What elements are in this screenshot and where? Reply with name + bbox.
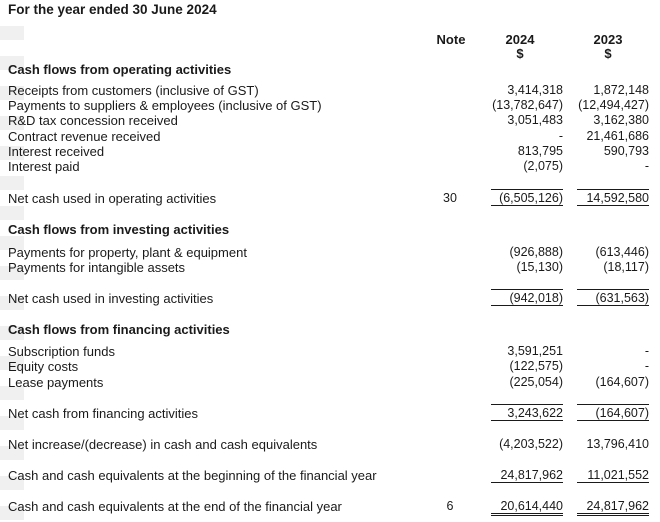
operating-row-2024: 3,051,483: [507, 113, 563, 127]
currency-2024-header: $: [516, 46, 524, 61]
year-2024-header: 2024: [505, 32, 535, 47]
operating-row-2024: (13,782,647): [492, 98, 563, 112]
closing-cash-2023: 24,817,962: [577, 499, 649, 516]
financing-row-2023: -: [644, 359, 649, 373]
operating-row-2024: (2,075): [523, 159, 563, 173]
net-change-label: Net increase/(decrease) in cash and cash equivalents: [8, 437, 318, 452]
operating-row-label: R&D tax concession received: [8, 113, 178, 128]
financing-row-2024: 3,591,251: [507, 344, 563, 358]
operating-row-2024: -: [558, 129, 563, 143]
operating-row-label: Interest paid: [8, 159, 80, 174]
operating-row-2024: 813,795: [517, 144, 563, 158]
operating-section-heading: Cash flows from operating activities: [8, 62, 232, 77]
financing-row-label: Equity costs: [8, 359, 79, 374]
financing-row-2023: (164,607): [595, 375, 649, 389]
financing-row-2024: (122,575): [509, 359, 563, 373]
closing-cash-2024: 20,614,440: [491, 499, 563, 516]
opening-cash-label: Cash and cash equivalents at the beginning of the financial year: [8, 468, 377, 483]
financing-row-2024: (225,054): [509, 375, 563, 389]
operating-row-label: Payments to suppliers & employees (inclusive of GST): [8, 98, 322, 113]
financing-row-label: Subscription funds: [8, 344, 115, 359]
financing-section-heading: Cash flows from financing activities: [8, 322, 230, 337]
operating-row-2023: 21,461,686: [586, 129, 649, 143]
investing-total-label: Net cash used in investing activities: [8, 291, 214, 306]
operating-total-2023: 14,592,580: [577, 189, 649, 206]
operating-row-2023: (12,494,427): [578, 98, 649, 112]
operating-row-2023: -: [644, 159, 649, 173]
financing-row-2023: -: [644, 344, 649, 358]
operating-row-2023: 3,162,380: [593, 113, 649, 127]
financing-row-label: Lease payments: [8, 375, 104, 390]
investing-total-2023: (631,563): [577, 289, 649, 306]
investing-row-2023: (18,117): [603, 260, 649, 274]
note-column-header: Note: [436, 32, 466, 47]
opening-cash-2024: 24,817,962: [491, 468, 563, 483]
closing-cash-note: 6: [446, 499, 454, 513]
net-change-2023: 13,796,410: [586, 437, 649, 451]
closing-cash-label: Cash and cash equivalents at the end of the financial year: [8, 499, 342, 514]
operating-total-2024: (6,505,126): [491, 189, 563, 206]
year-2023-header: 2023: [593, 32, 623, 47]
statement-period-title: For the year ended 30 June 2024: [8, 2, 217, 17]
operating-total-label: Net cash used in operating activities: [8, 191, 217, 206]
operating-total-note: 30: [443, 191, 457, 205]
investing-row-label: Payments for intangible assets: [8, 260, 186, 275]
operating-row-label: Contract revenue received: [8, 129, 161, 144]
operating-row-2023: 1,872,148: [593, 83, 649, 97]
financing-total-2024: 3,243,622: [491, 404, 563, 421]
investing-total-2024: (942,018): [491, 289, 563, 306]
opening-cash-2023: 11,021,552: [577, 468, 649, 483]
investing-section-heading: Cash flows from investing activities: [8, 222, 230, 237]
operating-row-2024: 3,414,318: [507, 83, 563, 97]
operating-row-label: Receipts from customers (inclusive of GST): [8, 83, 259, 98]
net-change-2024: (4,203,522): [499, 437, 563, 451]
financing-total-2023: (164,607): [577, 404, 649, 421]
investing-row-2024: (926,888): [509, 245, 563, 259]
investing-row-2024: (15,130): [516, 260, 563, 274]
investing-row-label: Payments for property, plant & equipment: [8, 245, 247, 260]
financing-total-label: Net cash from financing activities: [8, 406, 199, 421]
investing-row-2023: (613,446): [595, 245, 649, 259]
operating-row-2023: 590,793: [603, 144, 649, 158]
operating-row-label: Interest received: [8, 144, 105, 159]
currency-2023-header: $: [604, 46, 612, 61]
